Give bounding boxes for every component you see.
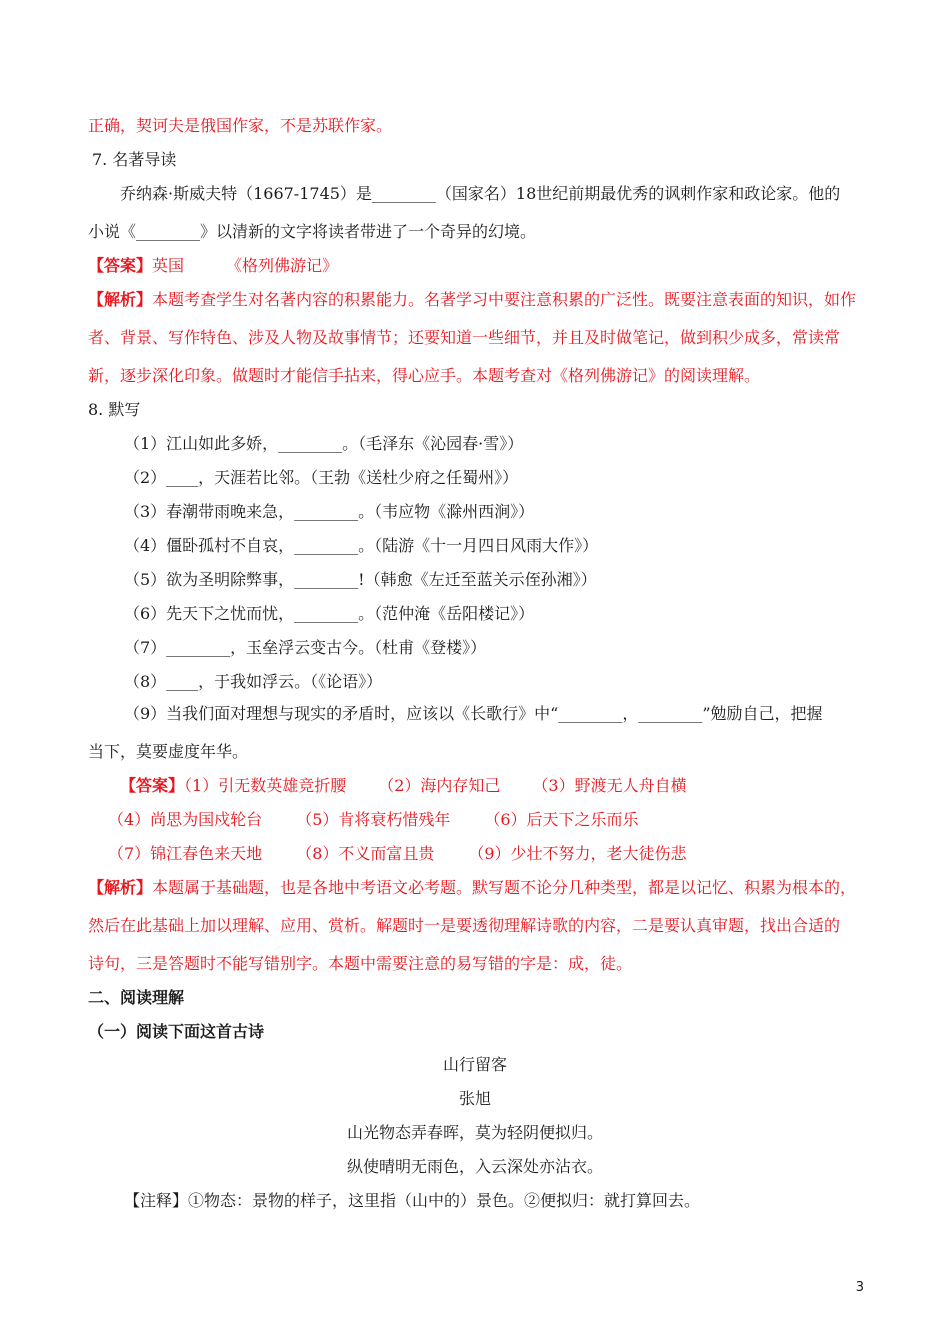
question-8-item-2: （2）____，天涯若比邻。（王勃《送杜少府之任蜀州》） xyxy=(124,468,519,487)
answer-7-label: 【答案】 xyxy=(88,256,153,275)
analysis-7-label: 【解析】 xyxy=(88,290,153,309)
answer-8-4: （4）尚思为国戍轮台 xyxy=(108,810,263,829)
answer-7 xyxy=(88,255,338,277)
question-8-item-8: （8）____，于我如浮云。（《论语》） xyxy=(124,672,383,691)
answer-8-5: （5）肯将衰朽惜残年 xyxy=(296,810,451,829)
answer-8-row-3 xyxy=(108,843,687,865)
answer-8-row-1 xyxy=(120,775,687,797)
question-7-title: 7. 名著导读 xyxy=(92,150,177,169)
analysis-7-text-1: 本题考查学生对名著内容的积累能力。名著学习中要注意积累的广泛性。既要注意表面的知识，如作 xyxy=(152,290,857,309)
section-2-1-heading: （一）阅读下面这首古诗 xyxy=(88,1022,265,1041)
question-8-item-9-cont: 当下，莫要虚度年华。 xyxy=(88,742,249,761)
answer-8-label: 【答案】 xyxy=(120,776,185,795)
answer-8-9: （9）少壮不努力，老大徒伤悲 xyxy=(468,844,687,863)
answer-7-value-1: 英国 xyxy=(152,256,185,275)
analysis-8-line-2: 然后在此基础上加以理解、应用、赏析。解题时一是要透彻理解诗歌的内容，二是要认真审题，找出合适的 xyxy=(88,916,841,935)
answer-7-value-2: 《格列佛游记》 xyxy=(226,256,339,275)
question-8-title: 8. 默写 xyxy=(88,400,141,419)
answer-8-7: （7）锦江春色来天地 xyxy=(108,844,263,863)
question-8-item-1: （1）江山如此多娇，________。（毛泽东《沁园春·雪》） xyxy=(124,434,524,453)
answer-8-row-2 xyxy=(108,809,639,831)
poem-title: 山行留客 xyxy=(442,1055,507,1074)
question-8-item-5: （5）欲为圣明除弊事，________!（韩愈《左迁至蓝关示侄孙湘》） xyxy=(124,570,597,589)
analysis-8-text-1: 本题属于基础题，也是各地中考语文必考题。默写题不论分几种类型，都是以记忆、积累为根本的， xyxy=(152,878,857,897)
question-7-text-1: 乔纳森·斯威夫特（1667-1745）是________（国家名）18世纪前期最优秀的讽刺作家和政论家。他的 xyxy=(120,184,841,203)
answer-8-3: （3）野渡无人舟自横 xyxy=(532,776,687,795)
question-8-item-7: （7）________，玉垒浮云变古今。（杜甫《登楼》） xyxy=(124,638,487,657)
analysis-8-label: 【解析】 xyxy=(88,878,153,897)
question-8-item-9: （9）当我们面对理想与现实的矛盾时，应该以《长歌行》中“________，________”勉励自己，把握 xyxy=(124,704,823,723)
analysis-7-line-2: 者、背景、写作特色、涉及人物及故事情节；还要知道一些细节，并且及时做笔记，做到积少成多，常读常 xyxy=(88,328,841,347)
question-8-item-3: （3）春潮带雨晚来急，________。（韦应物《滁州西涧》） xyxy=(124,502,535,521)
answer-8-8: （8）不义而富且贵 xyxy=(296,844,435,863)
page-number: 3 xyxy=(855,1280,864,1295)
question-8-item-4: （4）僵卧孤村不自哀，________。（陆游《十一月四日风雨大作》） xyxy=(124,536,599,555)
answer-continuation: 正确，契诃夫是俄国作家，不是苏联作家。 xyxy=(88,116,393,135)
section-2-heading: 二、阅读理解 xyxy=(88,988,185,1007)
analysis-8-line-3: 诗句，三是答题时不能写错别字。本题中需要注意的易写错的字是：成，徒。 xyxy=(88,954,633,973)
analysis-7-line-3: 新，逐步深化印象。做题时才能信手拈来，得心应手。本题考查对《格列佛游记》的阅读理解。 xyxy=(88,366,761,385)
answer-8-6: （6）后天下之乐而乐 xyxy=(484,810,639,829)
poem-author: 张旭 xyxy=(458,1089,491,1108)
question-7-text-2: 小说《________》以清新的文字将读者带进了一个奇异的幻境。 xyxy=(88,222,537,241)
answer-8-2: （2）海内存知己 xyxy=(378,776,501,795)
poem-line-2: 纵使晴明无雨色，入云深处亦沾衣。 xyxy=(346,1157,603,1176)
poem-notes: 【注释】①物态：景物的样子，这里指（山中的）景色。②便拟归：就打算回去。 xyxy=(124,1191,701,1210)
question-8-item-6: （6）先天下之忧而忧，________。（范仲淹《岳阳楼记》） xyxy=(124,604,535,623)
analysis-8-line-1 xyxy=(88,877,856,899)
poem-line-1: 山光物态弄春晖，莫为轻阴便拟归。 xyxy=(346,1123,603,1142)
answer-8-1: （1）引无数英雄竞折腰 xyxy=(184,776,347,795)
analysis-7-line-1 xyxy=(88,289,856,311)
